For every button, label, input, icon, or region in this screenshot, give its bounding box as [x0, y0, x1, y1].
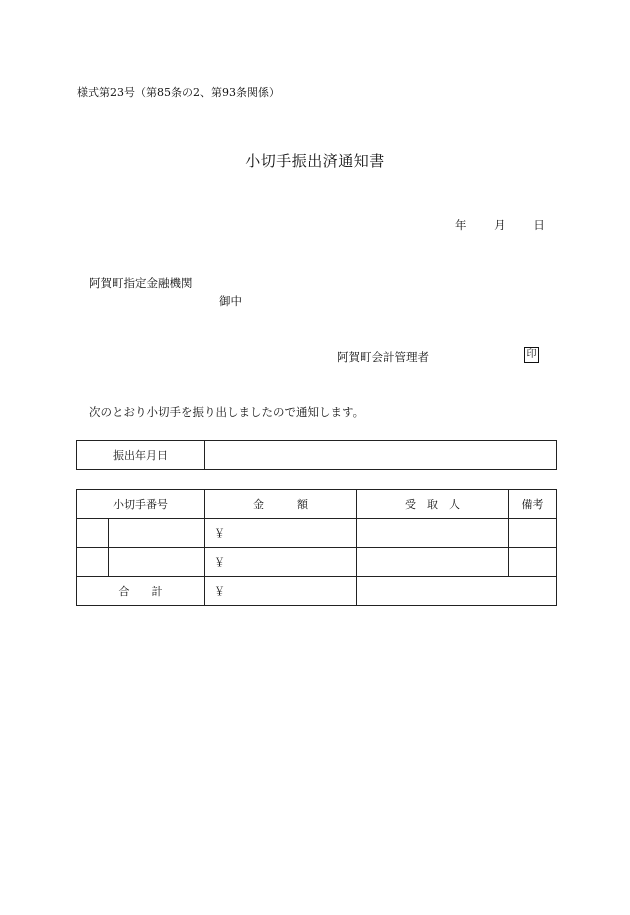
header-amount: 金 額 [205, 490, 357, 519]
seal-stamp-box: 印 [524, 347, 539, 363]
sender-title: 阿賀町会計管理者 [337, 350, 429, 364]
payee-cell[interactable] [357, 548, 509, 577]
remarks-cell[interactable] [509, 519, 557, 548]
header-remarks: 備考 [509, 490, 557, 519]
total-row [77, 577, 557, 606]
table-header-row [77, 490, 557, 519]
total-label: 合 計 [77, 577, 205, 606]
date-day-label: 日 [533, 218, 545, 232]
document-title: 小切手振出済通知書 [245, 152, 385, 170]
total-blank-cell[interactable] [357, 577, 557, 606]
issue-date-label: 振出年月日 [77, 441, 205, 470]
issue-date-table [76, 440, 557, 470]
header-payee: 受 取 人 [357, 490, 509, 519]
check-number-cell[interactable] [109, 519, 205, 548]
addressee: 阿賀町指定金融機関 [89, 276, 193, 290]
date-month-label: 月 [494, 218, 506, 232]
issue-date-field[interactable] [205, 441, 557, 470]
form-number: 様式第23号（第85条の2、第93条関係） [77, 86, 280, 99]
check-detail-table [76, 489, 557, 606]
header-check-number: 小切手番号 [77, 490, 205, 519]
amount-cell[interactable]: ￥ [205, 519, 357, 548]
remarks-cell[interactable] [509, 548, 557, 577]
notice-message: 次のとおり小切手を振り出しましたので通知します。 [89, 405, 365, 419]
date-year-label: 年 [455, 218, 467, 232]
payee-cell[interactable] [357, 519, 509, 548]
amount-cell[interactable]: ￥ [205, 548, 357, 577]
table-row [77, 548, 557, 577]
row-index-cell[interactable] [77, 519, 109, 548]
date-line [455, 217, 545, 233]
check-number-cell[interactable] [109, 548, 205, 577]
row-index-cell[interactable] [77, 548, 109, 577]
table-row [77, 519, 557, 548]
total-amount-cell[interactable]: ￥ [205, 577, 357, 606]
issue-date-row [77, 441, 557, 470]
honorific: 御中 [219, 294, 242, 308]
